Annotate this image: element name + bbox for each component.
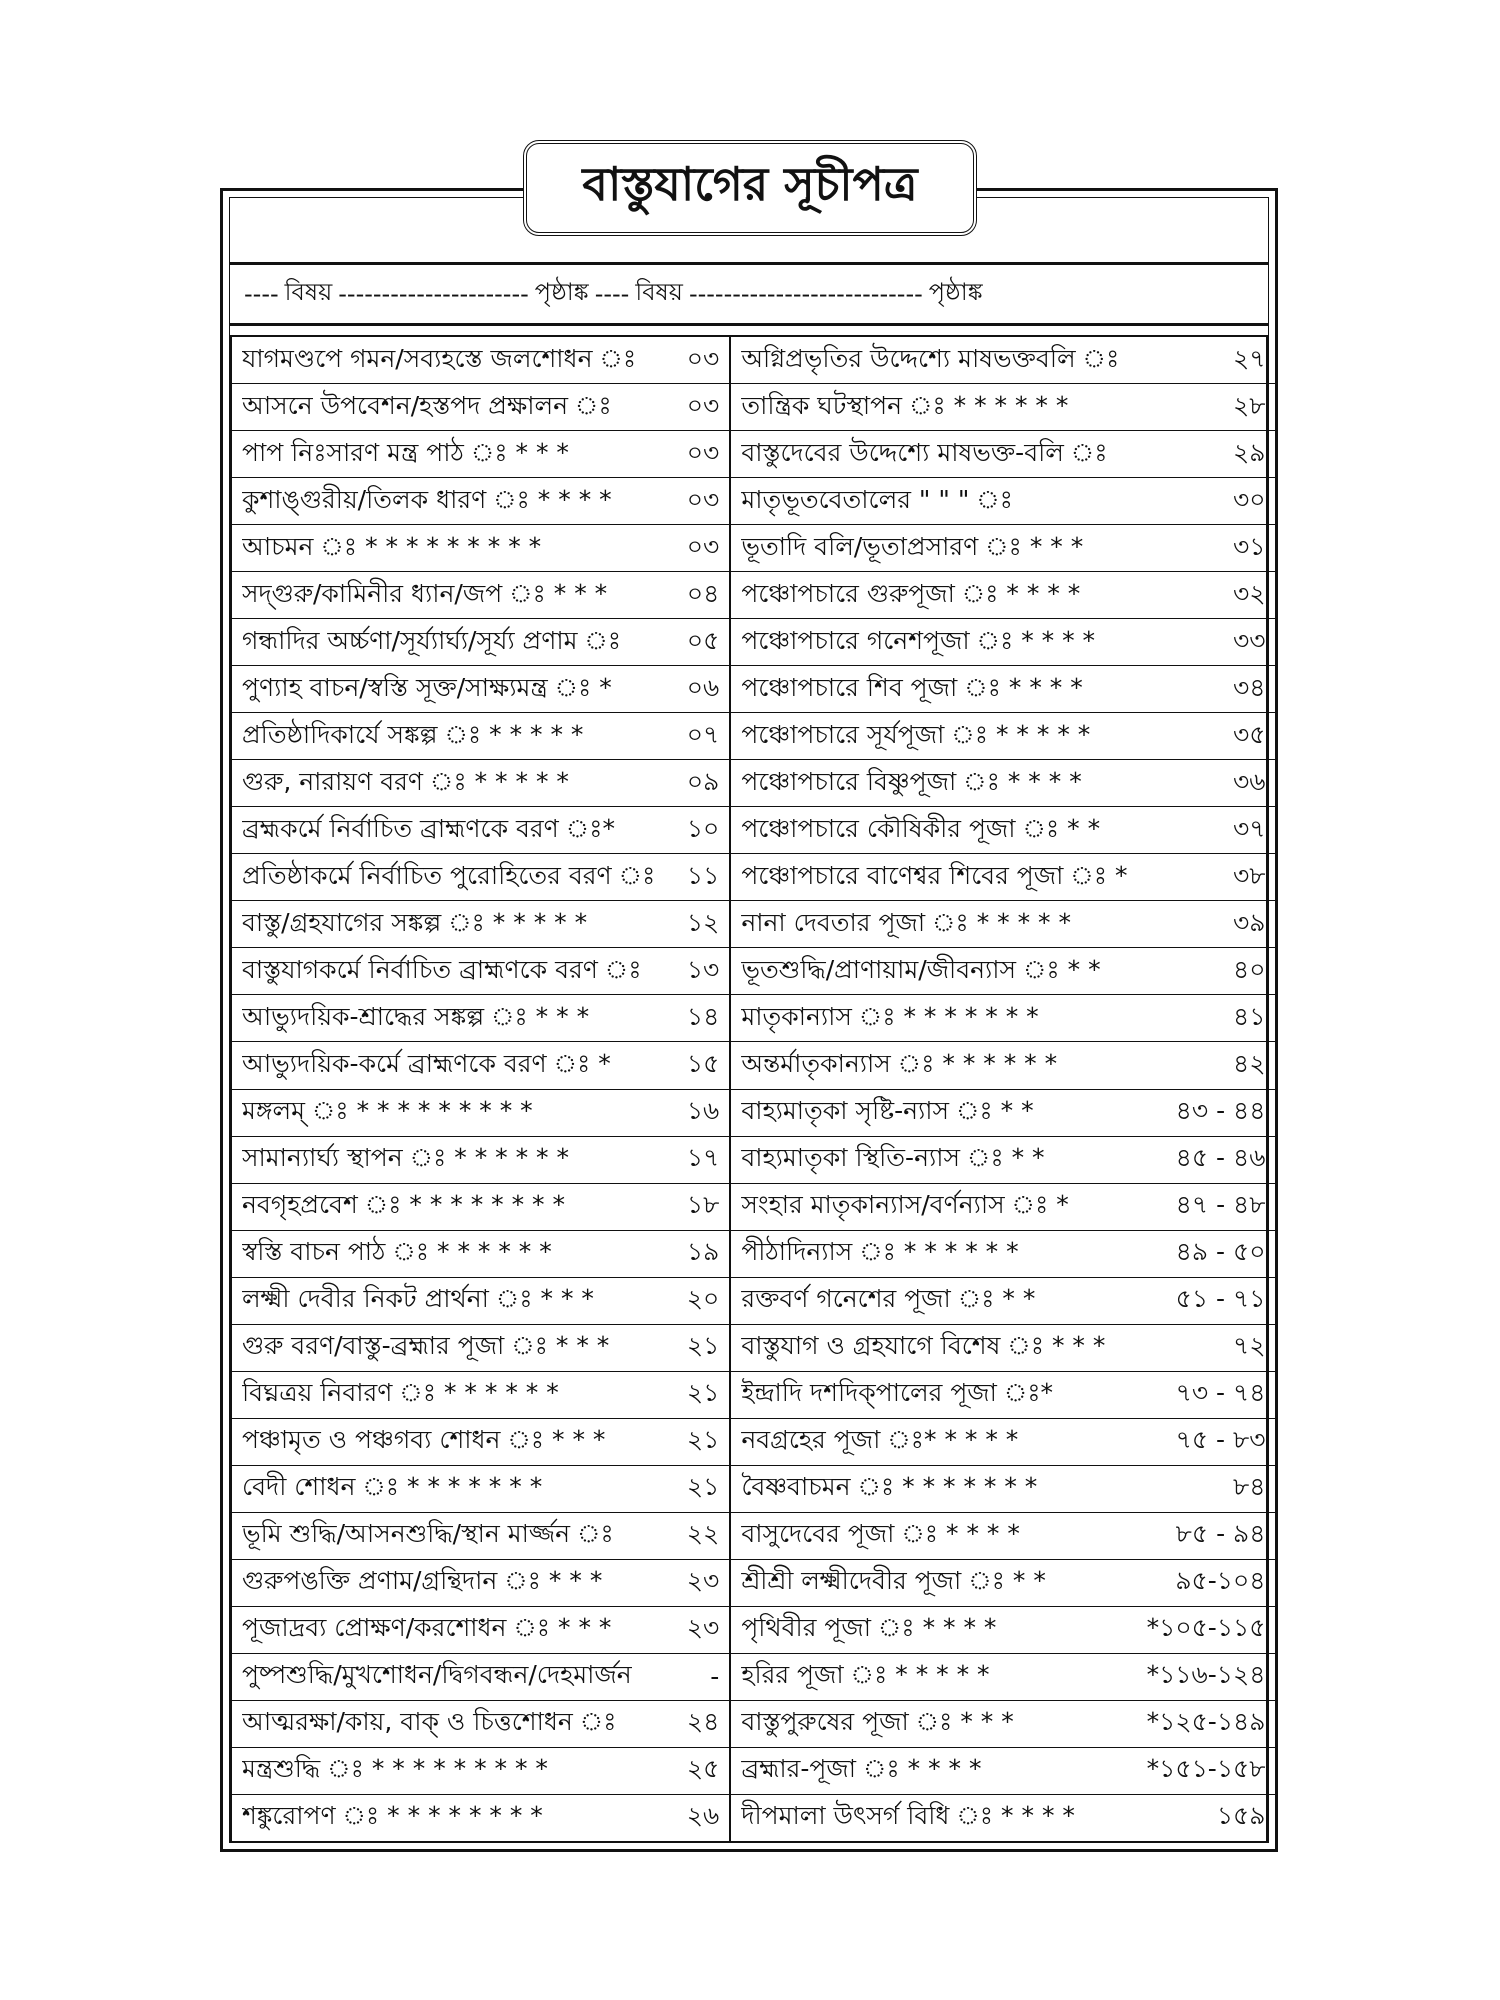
toc-entry-page: ৯৫-১০৪	[1175, 1566, 1266, 1596]
toc-entry-title: ভূতশুদ্ধি/প্রাণায়াম/জীবন্যাস ঃ * *	[741, 954, 1101, 984]
toc-entry	[731, 1042, 1275, 1089]
toc-entry-page: ৩৫	[1233, 719, 1266, 749]
toc-entry-page: ৩৬	[1232, 766, 1266, 796]
toc-entry-page: ২৪	[686, 1707, 720, 1737]
toc-entry	[731, 384, 1275, 431]
toc-entry-title: পাপ নিঃসারণ মন্ত্র পাঠ ঃ * * *	[242, 437, 569, 467]
toc-entry-title: পঞ্চোপচারে বিষ্ণুপূজা ঃ * * * *	[741, 766, 1082, 796]
toc-entry-page: ১৭	[686, 1143, 720, 1173]
toc-entry	[731, 478, 1275, 525]
toc-entry-page: ৩০	[1232, 484, 1266, 514]
toc-entry-page: ৪৫ - ৪৬	[1175, 1143, 1266, 1173]
toc-entry-page: ১৯	[686, 1237, 720, 1267]
toc-entry-title: পঞ্চোপচারে বাণেশ্বর শিবের পূজা ঃ *	[741, 860, 1128, 890]
header-page-left: পৃষ্ঠাঙ্ক	[534, 278, 589, 306]
toc-entry	[232, 1325, 729, 1372]
toc-entry	[232, 1795, 729, 1841]
toc-entry	[232, 384, 729, 431]
toc-entry-page: ০৩	[686, 343, 720, 373]
toc-entry	[232, 1137, 729, 1184]
toc-entry	[731, 713, 1275, 760]
toc-entry	[232, 995, 729, 1042]
toc-entry-page: ২৩	[686, 1613, 720, 1643]
toc-entry	[731, 1278, 1275, 1325]
toc-entry-page: *১২৫-১৪৯	[1146, 1707, 1266, 1737]
toc-entry	[232, 901, 729, 948]
toc-entry-title: নবগৃহপ্রবেশ ঃ * * * * * * * *	[242, 1190, 566, 1220]
toc-table	[230, 335, 1268, 1843]
toc-entry-page: ২৯	[1233, 437, 1266, 467]
toc-entry-page: ১০	[686, 813, 720, 843]
toc-entry	[232, 1372, 729, 1419]
toc-entry	[232, 1748, 729, 1795]
toc-entry-title: কুশাঙ্গুরীয়/তিলক ধারণ ঃ * * * *	[242, 484, 612, 514]
toc-entry	[232, 1042, 729, 1089]
toc-entry-page: ২২	[686, 1519, 720, 1549]
toc-entry	[731, 619, 1275, 666]
header-dash: ----------------------	[338, 280, 529, 308]
toc-entry	[232, 1607, 729, 1654]
toc-entry-title: গুরু, নারায়ণ বরণ ঃ * * * * *	[242, 766, 569, 796]
toc-entry	[232, 525, 729, 572]
toc-entry-title: বিঘ্নত্রয় নিবারণ ঃ * * * * * *	[242, 1378, 559, 1408]
toc-entry	[232, 1466, 729, 1513]
toc-entry	[232, 478, 729, 525]
toc-entry	[232, 1184, 729, 1231]
toc-entry-page: ২১	[686, 1425, 720, 1455]
toc-entry-title: বেদী শোধন ঃ * * * * * * *	[242, 1472, 543, 1502]
toc-entry	[731, 1748, 1275, 1795]
toc-entry	[232, 1654, 729, 1701]
toc-entry-title: প্রতিষ্ঠাকর্মে নির্বাচিত পুরোহিতের বরণ ঃ	[242, 860, 656, 890]
toc-entry-title: পূজাদ্রব্য প্রোক্ষণ/করশোধন ঃ * * *	[242, 1613, 612, 1643]
table-header	[230, 262, 1268, 326]
toc-entry-title: পঞ্চোপচারে গনেশপূজা ঃ * * * *	[741, 625, 1096, 655]
toc-entry-page: ৫১ - ৭১	[1175, 1284, 1266, 1314]
toc-entry-page: ৮৪	[1233, 1472, 1266, 1502]
toc-entry	[731, 431, 1275, 478]
toc-entry-title: সামান্যার্ঘ্য স্থাপন ঃ * * * * * *	[242, 1143, 569, 1173]
toc-entry-page: ০৩	[686, 484, 720, 514]
toc-entry-page: ০৯	[686, 766, 720, 796]
toc-entry-title: পৃথিবীর পূজা ঃ * * * *	[741, 1613, 997, 1643]
toc-entry-page: ২১	[686, 1378, 720, 1408]
toc-entry-title: পুণ্যাহ বাচন/স্বস্তি সূক্ত/সাক্ষ্যমন্ত্র ঃ *	[242, 672, 612, 702]
toc-entry	[731, 1231, 1275, 1278]
toc-entry-title: হরির পূজা ঃ * * * * *	[741, 1660, 990, 1690]
toc-entry-page: ৭২	[1232, 1331, 1266, 1361]
toc-entry-title: দীপমালা উৎসর্গ বিধি ঃ * * * *	[741, 1801, 1075, 1831]
toc-entry-page: ২৬	[686, 1801, 720, 1831]
header-page-right: পৃষ্ঠাঙ্ক	[928, 278, 983, 306]
toc-entry	[232, 1513, 729, 1560]
toc-entry-title: পঞ্চোপচারে শিব পূজা ঃ * * * *	[741, 672, 1083, 702]
toc-entry-title: আভ্যুদয়িক-শ্রাদ্ধের সঙ্কল্প ঃ * * *	[242, 1001, 590, 1031]
toc-entry-title: বাস্তুযাগ ও গ্রহযাগে বিশেষ ঃ * * *	[741, 1331, 1106, 1361]
toc-entry-title: পঞ্চামৃত ও পঞ্চগব্য শোধন ঃ * * *	[242, 1425, 606, 1455]
toc-entry	[731, 1560, 1275, 1607]
toc-entry	[232, 666, 729, 713]
toc-entry-page: ৪০	[1233, 954, 1266, 984]
toc-entry	[731, 525, 1275, 572]
toc-entry	[731, 1701, 1275, 1748]
toc-entry-title: আত্মরক্ষা/কায়, বাক্ ও চিত্তশোধন ঃ	[242, 1707, 617, 1737]
toc-entry	[731, 901, 1275, 948]
toc-entry-title: যাগমণ্ডপে গমন/সব্যহস্তে জলশোধন ঃ	[242, 343, 637, 373]
toc-entry-title: স্বস্তি বাচন পাঠ ঃ * * * * * *	[242, 1237, 552, 1267]
toc-entry	[731, 1466, 1275, 1513]
toc-entry-title: বাহ্যমাতৃকা স্থিতি-ন্যাস ঃ * *	[741, 1143, 1045, 1173]
toc-entry	[232, 948, 729, 995]
toc-entry	[232, 572, 729, 619]
toc-entry-page: ০৬	[686, 672, 720, 702]
toc-entry-title: নানা দেবতার পূজা ঃ * * * * *	[741, 907, 1071, 937]
toc-entry	[731, 1795, 1275, 1841]
toc-entry-page: ৭৫ - ৮৩	[1175, 1425, 1266, 1455]
header-dash: ---------------------------	[688, 280, 923, 308]
toc-entry-page: ০৩	[686, 437, 720, 467]
toc-entry-page: ২৩	[686, 1566, 720, 1596]
toc-entry-title: লক্ষ্মী দেবীর নিকট প্রার্থনা ঃ * * *	[242, 1284, 594, 1314]
toc-entry-page: ২৮	[1233, 390, 1266, 420]
toc-entry-title: গন্ধাদির অর্চ্চণা/সূর্য্যার্ঘ্য/সূর্য্য প্রণাম ঃ	[242, 625, 622, 655]
toc-entry-title: পুষ্পশুদ্ধি/মুখশোধন/দ্বিগবন্ধন/দেহমার্জন	[242, 1660, 632, 1690]
toc-entry-title: অন্তর্মাতৃকান্যাস ঃ * * * * * *	[741, 1048, 1058, 1078]
toc-entry	[232, 713, 729, 760]
toc-entry-title: পঞ্চোপচারে গুরুপূজা ঃ * * * *	[741, 578, 1081, 608]
toc-entry-page: ৪২	[1233, 1048, 1266, 1078]
toc-entry	[232, 1278, 729, 1325]
toc-entry-title: আভ্যুদয়িক-কর্মে ব্রাহ্মণকে বরণ ঃ *	[242, 1048, 611, 1078]
header-dash: ----	[244, 280, 279, 308]
toc-entry-page: ৪১	[1233, 1001, 1266, 1031]
toc-entry-title: মন্ত্রশুদ্ধি ঃ * * * * * * * * *	[242, 1754, 548, 1784]
toc-entry-title: পঞ্চোপচারে সূর্যপূজা ঃ * * * * *	[741, 719, 1091, 749]
toc-entry	[731, 995, 1275, 1042]
toc-entry	[232, 854, 729, 901]
toc-entry-page: ২১	[686, 1331, 720, 1361]
toc-entry-page: ৩৩	[1232, 625, 1266, 655]
toc-entry-title: সংহার মাতৃকান্যাস/বর্ণন্যাস ঃ *	[741, 1190, 1069, 1220]
toc-entry-page: *১১৬-১২৪	[1146, 1660, 1266, 1690]
toc-entry	[731, 1372, 1275, 1419]
toc-entry	[232, 807, 729, 854]
toc-entry-title: মাতৃভূতবেতালের " " " ঃ	[741, 484, 1013, 514]
toc-entry-page: ৮৫ - ৯৪	[1175, 1519, 1266, 1549]
toc-entry	[731, 572, 1275, 619]
toc-entry-page: ৩২	[1232, 578, 1266, 608]
toc-entry-page: ২০	[686, 1284, 720, 1314]
toc-entry-title: সদ্গুরু/কামিনীর ধ্যান/জপ ঃ * * *	[242, 578, 608, 608]
toc-entry-title: নবগ্রহের পূজা ঃ* * * * *	[741, 1425, 1019, 1455]
toc-entry-title: শ্রীশ্রী লক্ষ্মীদেবীর পূজা ঃ * *	[741, 1566, 1046, 1596]
toc-entry-page: ০৩	[686, 390, 720, 420]
toc-entry-title: ব্রহ্মার-পূজা ঃ * * * *	[741, 1754, 982, 1784]
toc-entry-page: ১৫৯	[1216, 1801, 1266, 1831]
toc-entry	[731, 760, 1275, 807]
toc-column-right	[731, 337, 1275, 1841]
toc-entry-title: অগ্নিপ্রভৃতির উদ্দেশ্যে মাষভক্তবলি ঃ	[741, 343, 1120, 373]
toc-entry-page: ৩৮	[1233, 860, 1266, 890]
page-title: বাস্তুযাগের সূচীপত্র	[523, 140, 977, 236]
toc-entry-page: ০৭	[686, 719, 720, 749]
toc-entry	[232, 1090, 729, 1137]
toc-entry	[232, 1560, 729, 1607]
toc-entry-page: ৩৭	[1232, 813, 1266, 843]
toc-entry-page: ১৪	[686, 1001, 720, 1031]
toc-entry-page: ৩৯	[1233, 907, 1266, 937]
toc-entry	[731, 1607, 1275, 1654]
toc-entry-page: ৪৯ - ৫০	[1175, 1237, 1266, 1267]
toc-entry-title: পীঠাদিন্যাস ঃ * * * * * *	[741, 1237, 1019, 1267]
toc-entry-page: ৪৭ - ৪৮	[1175, 1190, 1266, 1220]
toc-entry-page: ১২	[686, 907, 720, 937]
toc-entry-page: ২৫	[686, 1754, 720, 1784]
toc-entry	[232, 1701, 729, 1748]
toc-entry-page: ১৩	[686, 954, 720, 984]
toc-entry-title: রক্তবর্ণ গনেশের পূজা ঃ * *	[741, 1284, 1036, 1314]
toc-entry-title: ভূতাদি বলি/ভূতাপ্রসারণ ঃ * * *	[741, 531, 1084, 561]
toc-entry	[232, 619, 729, 666]
toc-entry-title: আসনে উপবেশন/হস্তপদ প্রক্ষালন ঃ	[242, 390, 612, 420]
toc-entry-page: ৭৩ - ৭৪	[1175, 1378, 1266, 1408]
toc-entry-title: গুরুপঙক্তি প্রণাম/গ্রন্থিদান ঃ * * *	[242, 1566, 603, 1596]
toc-entry-page: ২৭	[1232, 343, 1266, 373]
toc-entry	[731, 854, 1275, 901]
toc-entry-page: ১৫	[686, 1048, 720, 1078]
header-dash: ----	[594, 280, 630, 308]
toc-entry-title: ইন্দ্রাদি দশদিক্পালের পূজা ঃ*	[741, 1378, 1054, 1408]
toc-entry-page: *১৫১-১৫৮	[1146, 1754, 1266, 1784]
toc-entry	[232, 1419, 729, 1466]
toc-entry-title: প্রতিষ্ঠাদিকার্যে সঙ্কল্প ঃ * * * * *	[242, 719, 584, 749]
toc-entry-page: ০৫	[686, 625, 720, 655]
header-subject-left: বিষয়	[284, 278, 333, 306]
toc-entry-title: মাতৃকান্যাস ঃ * * * * * * *	[741, 1001, 1039, 1031]
toc-column-left	[232, 337, 731, 1841]
toc-entry-title: বৈষ্ণবাচমন ঃ * * * * * * *	[741, 1472, 1038, 1502]
toc-entry-title: ব্রহ্মকর্মে নির্বাচিত ব্রাহ্মণকে বরণ ঃ*	[242, 813, 615, 843]
toc-entry	[731, 1137, 1275, 1184]
toc-entry	[731, 666, 1275, 713]
toc-entry	[731, 1513, 1275, 1560]
toc-entry	[232, 760, 729, 807]
toc-entry-page: ৩১	[1233, 531, 1266, 561]
toc-entry	[731, 1090, 1275, 1137]
toc-entry-title: পঞ্চোপচারে কৌষিকীর পূজা ঃ * *	[741, 813, 1101, 843]
toc-entry-page: ৩৪	[1233, 672, 1266, 702]
toc-entry-title: শঙ্কুরোপণ ঃ * * * * * * * *	[242, 1801, 543, 1831]
toc-entry	[731, 1184, 1275, 1231]
toc-entry	[731, 1325, 1275, 1372]
toc-entry-page: ৪৩ - ৪৪	[1175, 1096, 1266, 1126]
toc-entry-title: আচমন ঃ * * * * * * * * *	[242, 531, 542, 561]
toc-entry-title: বাসুদেবের পূজা ঃ * * * *	[741, 1519, 1020, 1549]
toc-entry-page: ২১	[686, 1472, 720, 1502]
toc-entry-title: মঙ্গলম্ ঃ * * * * * * * * *	[242, 1096, 533, 1126]
toc-entry-title: বাস্তুদেবের উদ্দেশ্যে মাষভক্ত-বলি ঃ	[741, 437, 1108, 467]
toc-entry-page: ১১	[686, 860, 720, 890]
toc-entry	[232, 337, 729, 384]
toc-entry-title: বাস্তু/গ্রহযাগের সঙ্কল্প ঃ * * * * *	[242, 907, 588, 937]
toc-entry	[232, 1231, 729, 1278]
toc-entry-title: বাস্তুপুরুষের পূজা ঃ * * *	[741, 1707, 1014, 1737]
toc-entry-title: তান্ত্রিক ঘটস্থাপন ঃ * * * * * *	[741, 390, 1069, 420]
toc-entry	[731, 948, 1275, 995]
toc-entry-page: ০৩	[686, 531, 720, 561]
toc-entry-page: -	[710, 1662, 720, 1692]
toc-entry-page: ১৬	[686, 1096, 720, 1126]
toc-entry-title: গুরু বরণ/বাস্তু-ব্রহ্মার পূজা ঃ * * *	[242, 1331, 610, 1361]
toc-entry	[731, 1419, 1275, 1466]
toc-entry-title: বাহ্যমাতৃকা সৃষ্টি-ন্যাস ঃ * *	[741, 1096, 1034, 1126]
toc-entry	[232, 431, 729, 478]
toc-entry	[731, 807, 1275, 854]
toc-entry	[731, 1654, 1275, 1701]
toc-entry-title: বাস্তুযাগকর্মে নির্বাচিত ব্রাহ্মণকে বরণ ঃ	[242, 954, 642, 984]
toc-entry	[731, 337, 1275, 384]
toc-entry-title: ভূমি শুদ্ধি/আসনশুদ্ধি/স্থান মার্জ্জন ঃ	[242, 1519, 614, 1549]
toc-entry-page: *১০৫-১১৫	[1146, 1613, 1266, 1643]
toc-entry-page: ১৮	[686, 1190, 720, 1220]
header-subject-right: বিষয়	[635, 278, 683, 306]
toc-entry-page: ০৪	[686, 578, 720, 608]
